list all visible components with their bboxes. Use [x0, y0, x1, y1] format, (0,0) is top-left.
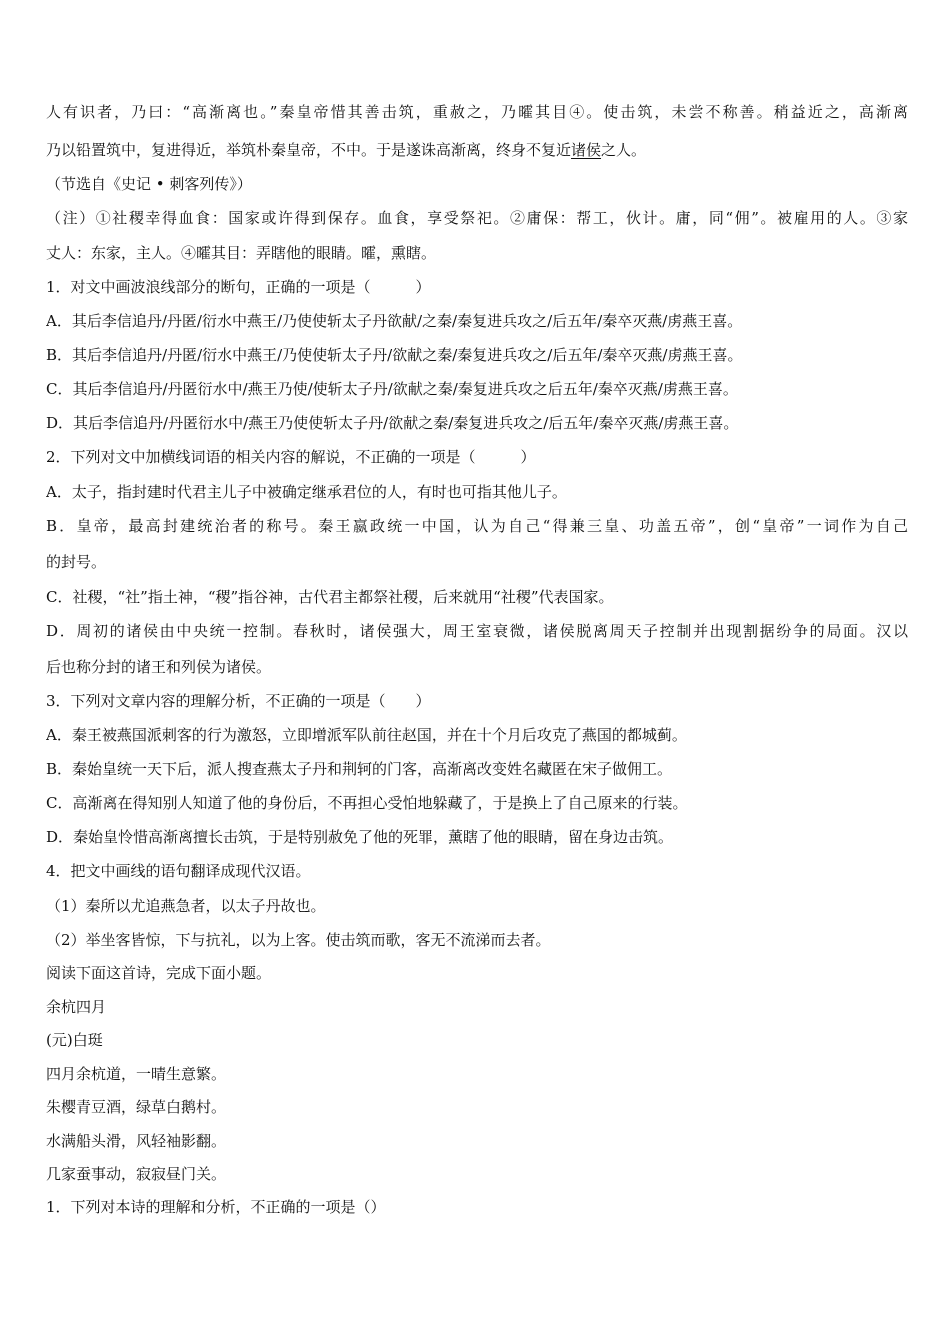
question-1-option-d: D．其后李信追丹/丹匿衍水中/燕王乃使使斩太子丹/欲献之秦/秦复进兵攻之/后五年/秦卒灭燕/虏燕王喜。 — [46, 414, 739, 432]
annotation-line-2: 丈人：东家，主人。④曤其目：弄瞎他的眼睛。曤，熏瞎。 — [46, 244, 437, 262]
passage-line-2-text: 乃以铅置筑中，复进得近，举筑朴秦皇帝，不中。于是遂诛高渐离，终身不复近 — [46, 141, 572, 159]
poem-question-1-stem: 1．下列对本诗的理解和分析，不正确的一项是（） — [46, 1198, 386, 1216]
question-2-option-b-line-1: B．皇帝，最高封建统治者的称号。秦王嬴政统一中国，认为自己“得兼三皇、功盖五帝”，创“皇帝”一词作为自己 — [46, 517, 908, 535]
passage-line-2 — [46, 140, 908, 160]
question-3-stem: 3．下列对文章内容的理解分析，不正确的一项是（ ） — [46, 692, 431, 710]
question-1-option-a: A．其后李信追丹/丹匿/衍水中燕王/乃使使斩太子丹欲献/之秦/秦复进兵攻之/后五年/秦卒灭燕/虏燕王喜。 — [46, 312, 743, 330]
question-2-option-b-line-2: 的封号。 — [46, 553, 107, 571]
poem-line-1: 四月余杭道，一晴生意繁。 — [46, 1065, 227, 1083]
question-2-option-d-line-2: 后也称分封的诸王和列侯为诸侯。 — [46, 658, 272, 676]
question-4-sentence-2: （2）举坐客皆惊，下与抗礼，以为上客。使击筑而歌，客无不流涕而去者。 — [46, 931, 551, 949]
question-1-stem: 1．对文中画波浪线部分的断句，正确的一项是（ ） — [46, 278, 431, 296]
poem-line-3: 水满船头滑，风轻袖影翻。 — [46, 1132, 227, 1150]
underlined-term-zhuhou: 诸侯 — [571, 141, 602, 159]
question-4-stem: 4．把文中画线的语句翻译成现代汉语。 — [46, 862, 311, 880]
question-1-option-c: C．其后李信追丹/丹匿衍水中/燕王乃使/使斩太子丹/欲献之秦/秦复进兵攻之后五年/秦卒灭燕/虏燕王喜。 — [46, 380, 738, 398]
question-3-option-c: C．高渐离在得知别人知道了他的身份后，不再担心受怕地躲藏了，于是换上了自己原来的行装。 — [46, 794, 688, 812]
passage-line-2-end: 之人。 — [601, 141, 647, 159]
question-2-stem: 2．下列对文中加横线词语的相关内容的解说，不正确的一项是（ ） — [46, 448, 536, 466]
question-3-option-b: B．秦始皇统一天下后，派人搜查燕太子丹和荆轲的门客，高渐离改变姓名藏匿在宋子做佣工。 — [46, 760, 673, 778]
poem-intro: 阅读下面这首诗，完成下面小题。 — [46, 964, 272, 982]
poem-title: 余杭四月 — [46, 998, 107, 1016]
poem-line-4: 几家蚕事动，寂寂昼门关。 — [46, 1165, 227, 1183]
question-3-option-d: D．秦始皇怜惜高渐离擅长击筑，于是特别赦免了他的死罪，薰瞎了他的眼睛，留在身边击筑。 — [46, 828, 674, 846]
question-1-option-b: B．其后李信追丹/丹匿/衍水中燕王/乃使使斩太子丹/欲献之秦/秦复进兵攻之/后五年/秦卒灭燕/虏燕王喜。 — [46, 346, 743, 364]
poem-line-2: 朱樱青豆酒，绿草白鹅村。 — [46, 1098, 227, 1116]
question-2-option-a: A．太子，指封建时代君主儿子中被确定继承君位的人，有时也可指其他儿子。 — [46, 483, 567, 501]
source-citation: （节选自《史记 • 刺客列传》） — [46, 175, 252, 193]
passage-line-1: 人有识者，乃曰：“高渐离也。”秦皇帝惜其善击筑，重赦之，乃曤其目④。使击筑，未尝不称善。稍益近之，高渐离 — [46, 103, 908, 121]
question-3-option-a: A．秦王被燕国派刺客的行为激怒，立即增派军队前往赵国，并在十个月后攻克了燕国的都城蓟。 — [46, 726, 687, 744]
question-4-sentence-1: （1）秦所以尤追燕急者，以太子丹故也。 — [46, 897, 326, 915]
annotation-line-1: （注）①社稷幸得血食：国家或许得到保存。血食，享受祭祀。②庸保：帮工，伙计。庸，同“佣”。被雇用的人。③家 — [46, 209, 908, 227]
question-2-option-c: C．社稷，“社”指土神，“稷”指谷神，古代君主都祭社稷，后来就用“社稷”代表国家。 — [46, 588, 614, 606]
question-2-option-d-line-1: D．周初的诸侯由中央统一控制。春秋时，诸侯强大，周王室衰微，诸侯脱离周天子控制并出现割据纷争的局面。汉以 — [46, 622, 908, 640]
poem-author: (元)白珽 — [46, 1031, 103, 1049]
